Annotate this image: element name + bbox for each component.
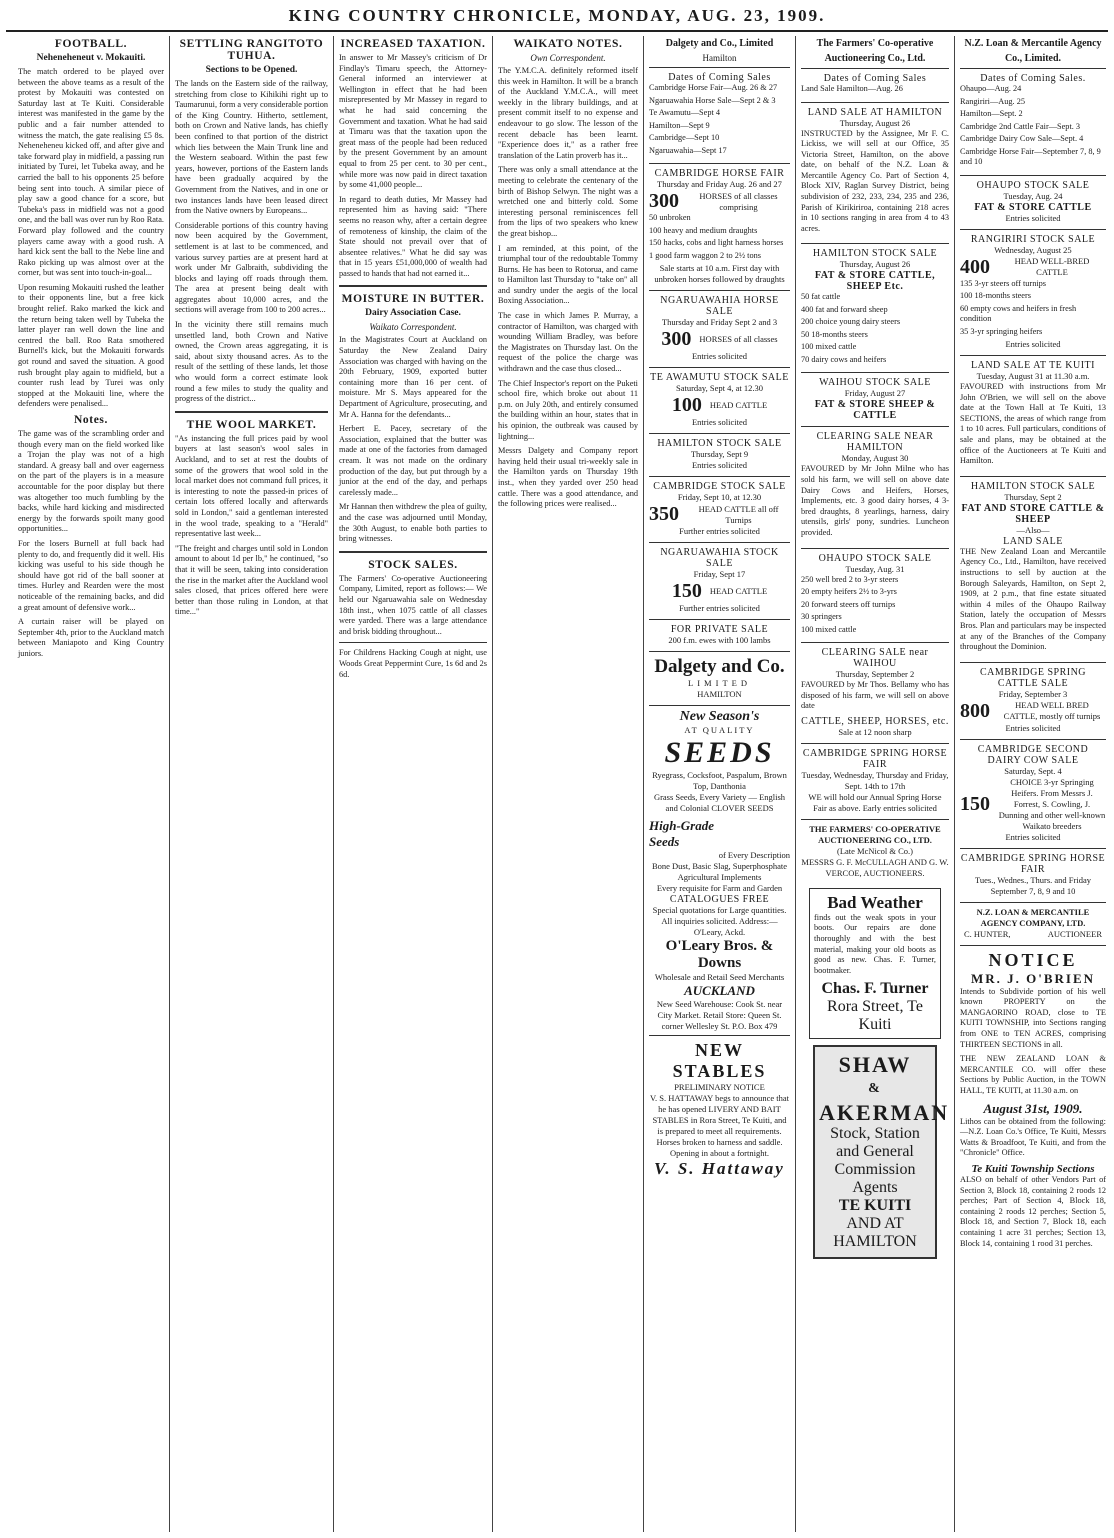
column-farmers-ads xyxy=(797,36,953,1532)
ad-item: HEAD CATTLE xyxy=(709,586,768,596)
ad-body: FAVOURED with instructions from Mr John O'Brien, we will sell on the above date at the Town Hall at Te Kuiti, 13 SECTIONS, the areas of which range from 1 to 10 acres. Full particulars, conditions of sale and plans, may be obtained at the office of the Auctioneers at Te Kuiti and Hamilton. xyxy=(960,382,1106,466)
notice-sections-heading: Te Kuiti Township Sections xyxy=(971,1163,1095,1175)
ad-date: Thursday and Friday Aug. 26 and 27 xyxy=(657,179,782,189)
advertiser-name: The Farmers' Co-operative xyxy=(816,38,934,49)
column-rule xyxy=(333,36,334,1532)
ad-list-item: 1 good farm waggon 2 to 2½ tons xyxy=(649,250,761,260)
ad-rangiriri-stock-sale xyxy=(960,229,1106,356)
notice-sale-date: August 31st, 1909. xyxy=(983,1100,1083,1116)
ad-note: Entries solicited xyxy=(691,351,747,361)
ad-note: Entries solicited xyxy=(1005,831,1061,842)
ad-note: Sale at 12 noon sharp xyxy=(838,726,912,737)
article-heading: SETTLING RANGITOTO TUHUA. xyxy=(179,38,324,62)
ad-date: Tuesday, Aug. 31 xyxy=(845,563,905,574)
ad-title: TE AWAMUTU STOCK SALE xyxy=(650,372,789,383)
ad-count: 300 xyxy=(661,328,692,350)
notice-name: MR. J. O'BRIEN xyxy=(970,970,1096,986)
ad-list-item: 70 dairy cows and heifers xyxy=(801,354,887,364)
nzloan-signature xyxy=(960,902,1106,945)
article-paragraph: The case in which James P. Murray, a contractor of Hamilton, was charged with wounding William Bradley, was before the Magistrates on Thursday last. On the request of the police the charge was withdrawn and the case thus closed... xyxy=(498,311,638,374)
ad-title: RANGIRIRI STOCK SALE xyxy=(970,233,1096,245)
ad-date: Thursday, August 26 xyxy=(839,259,911,270)
stables-headline: NEW STABLES xyxy=(672,1040,767,1081)
ad-date: Friday, August 27 xyxy=(844,388,906,399)
seeds-headline: SEEDS xyxy=(664,736,775,769)
ad-te-awamutu-stock-sale xyxy=(649,367,790,433)
masthead-rule xyxy=(6,30,1108,32)
correspondent-line: Own Correspondent. xyxy=(530,53,606,63)
article-heading: STOCK SALES. xyxy=(368,558,458,571)
ad-date: Thursday, September 2 xyxy=(835,669,915,680)
ad-cambridge-horse-fair xyxy=(649,163,790,290)
notice-body: Intends to Subdivide portion of his well known PROPERTY on the MANGAORINO ROAD, close to TE KUITI TOWNSHIP, into Sections ranging from ONE to TEN ACRES, comprising THIRTEEN SECTIONS in all. xyxy=(960,986,1106,1049)
ad-title: NGARUAWAHIA STOCK SALE xyxy=(660,547,779,569)
divider xyxy=(339,551,487,553)
notice-headline: NOTICE xyxy=(988,949,1078,970)
ad-list-item: 100 mixed cattle xyxy=(801,624,857,634)
ad-count: 150 xyxy=(671,580,702,602)
shaw-subtitle: Stock, Station and General Commission Agents xyxy=(830,1125,920,1197)
ad-cambridge-stock-sale xyxy=(649,476,790,542)
ad-date: Monday, August 30 xyxy=(841,453,909,464)
article-paragraph: The Farmers' Co-operative Auctioneering Company, Limited, report as follows:— We held our Ngaruawahia sale on Wednesday 18th inst., when 1075 cattle of all classes were yarded. There was a large attendance and brisk bidding throughout... xyxy=(339,573,487,636)
firm-late: (Late McNicol & Co.) xyxy=(836,845,913,856)
sale-date-item: Cambridge—Sept 10 xyxy=(649,133,720,142)
ad-bad-weather xyxy=(809,888,941,1040)
ad-ohaupo-stock-sale xyxy=(960,175,1106,229)
article-heading: FOOTBALL. xyxy=(54,38,128,50)
ad-shaw-akerman xyxy=(813,1045,950,1259)
shaw-name: SHAW xyxy=(838,1052,912,1078)
ad-date: Friday, Sept 17 xyxy=(693,569,746,579)
ad-item: HEAD WELL BRED CATTLE, mostly off turnips xyxy=(1003,700,1101,722)
ad-title: LAND SALE AT HAMILTON xyxy=(807,106,943,118)
advertiser-name: Dalgety and Co., Limited xyxy=(665,38,774,49)
oleary-city: AUCKLAND xyxy=(684,983,755,998)
farmers-signature xyxy=(801,819,949,884)
ad-cambridge-spring-horse-fair xyxy=(960,848,1106,902)
article-paragraph: For the losers Burnell at full back had plenty to do, and frequently did it well. His kicking was useful to his side though he should have got rid of the ball sooner at times. Hurley and Rearden were the most noticeable of the remaining backs, and did a great amount of defensive work... xyxy=(18,538,164,612)
advert-peppermint-cure: For Childrens Hacking Cough at night, use Woods Great Peppermint Cure, 1s 6d and 2s 6d. xyxy=(339,648,487,679)
ad-ngaruawahia-horse-sale xyxy=(649,290,790,367)
sale-date-item: Cambridge Dairy Cow Sale—Sept. 4 xyxy=(960,134,1084,143)
bone-dust: Bone Dust, Basic Slag, Superphosphate xyxy=(651,861,788,871)
sale-date-item: Cambridge Horse Fair—September 7, 8, 9 and 10 xyxy=(960,146,1101,166)
sale-date-item: Land Sale Hamilton—Aug. 26 xyxy=(801,84,903,93)
ad-list-item: 100 heavy and medium draughts xyxy=(649,225,758,235)
notice-sections-body: ALSO on behalf of other Vendors Part of Section 3, Block 18, containing 2 roods 12 perches; Part of Section 4, Block 18, containing 2 roods 12 perches; Section 5, Block 18, and Section 7, Block 18, each containing 1 acre 31 perches; Section 13, Block 14, containing 1 rood 31 perches. xyxy=(960,1175,1106,1248)
ad-note: Entries solicited xyxy=(1005,212,1061,223)
ad-date: Tuesday, Wednesday, Thursday and Friday, Sept. 14th to 17th xyxy=(801,769,949,791)
column-taxation xyxy=(335,36,491,1532)
ad-note: Further entries solicited xyxy=(679,603,760,613)
ad-list-item: 100 mixed cattle xyxy=(801,342,857,352)
ad-count: 150 xyxy=(960,792,990,815)
dates-of-sales xyxy=(960,68,1106,175)
ad-date: Thursday, Sept 9 xyxy=(690,449,749,459)
ad-body: FAVOURED by Mr John Milne who has sold his farm, we will sell on above date Dairy Cows and Heifers, Horses, Implements, etc. 3 good dairy horses, 4 3-bred draughts, 8 yearlings, harness, dairy utensils, girls' pony, sundries. Luncheon provided. xyxy=(801,464,949,537)
ad-title: OHAUPO STOCK SALE xyxy=(818,552,932,564)
article-paragraph: In the vicinity there still remains much unsettled land, both Crown and Native owned, the Crown areas aggregating, it is said, about sixty thousand acres. As to the result of the settling of these lands, let those who would form a correct estimate look round a few miles to study the quality and progress of the district... xyxy=(175,320,328,404)
stables-text: V. S. HATTAWAY begs to announce that he has opened LIVERY AND BAIT STABLES in Rora Street, Te Kuiti, and is prepared to meet all requirements. Horses broken to harness and saddle. Opening in about a fortnight. xyxy=(649,1093,790,1158)
firm-ltd: LIMITED xyxy=(688,678,751,688)
article-heading: THE WOOL MARKET. xyxy=(186,418,317,431)
ad-count: 350 xyxy=(649,503,679,525)
ad-title: Dates of Coming Sales. xyxy=(980,73,1086,84)
ad-list-item: 250 well bred 2 to 3-yr steers xyxy=(801,574,899,584)
ad-item: CHOICE 3-yr Springing Heifers. From Messrs J. Forrest, S. Cowling, J. Dunning and other well-known Waikato breeders xyxy=(998,776,1106,831)
advertiser-name-2: Co., Limited. xyxy=(1004,53,1062,64)
ad-title: CAMBRIDGE SECOND DAIRY COW SALE xyxy=(977,743,1089,766)
auctioneer-name: C. HUNTER, xyxy=(964,928,1011,939)
ad-hamilton-stock-sale xyxy=(801,243,949,372)
column-football xyxy=(14,36,168,1532)
ad-clearing-sale-hamilton xyxy=(801,426,949,547)
ad-body: THE New Zealand Loan and Mercantile Agency Co., Ltd., Hamilton, have received instructions to sell by auction at the Borough Saleyards, Hamilton, on Sept 2, 1909, at 2 p.m., that fine estate situated within 4 miles of the Ohaupo Railway Station, lately the occupation of Messrs Bros. Plan and particulars may be inspected at any of the Branches of the Company throughout the Dominion. xyxy=(960,546,1106,652)
sale-date-item: Rangiriri—Aug. 25 xyxy=(960,96,1025,106)
sale-date-item: Te Awamutu—Sept 4 xyxy=(649,108,721,117)
ad-body: INSTRUCTED by the Assignee, Mr F. C. Lickiss, we will sell at our Office, 35 Victoria Street, Hamilton, on the above date, on behalf of the N.Z. Loan & Mercantile Agency Co. Part of Section 4, Block XIV, Raglan Survey District, being subdivision of 232, 233, 234, 235 and 236, Parish of Kirikiriroa, containing 218 acres in 10 sections ranging in area from 4 to 43 acres. xyxy=(801,128,949,233)
column-waikato-notes xyxy=(494,36,642,1532)
akerman-name: AKERMAN xyxy=(819,1100,950,1126)
article-paragraph: A curtain raiser will be played on September 4th, prior to the Auckland match between Maniapoto and King Country juniors. xyxy=(18,617,164,658)
article-paragraph: In regard to death duties, Mr Massey had represented him as having said: "There seems no reason why, after a certain degree of remoteness of kinship, the claim of the State should not prevail over that of absentee relatives." What he did say was that in 15 years £51,000,000 of wealth had passed to hands that had not earned it... xyxy=(339,194,487,278)
column-nzloan-ads xyxy=(956,36,1110,1532)
ad-count: 800 xyxy=(960,699,990,722)
article-subheading: Dairy Association Case. xyxy=(365,308,461,319)
article-paragraph: "The freight and charges until sold in London amount to about 1d per lb," he continued, "so that it will be seen, taking into consideration the rise in the market after the Auckland wool sales closed, that prices offered here were better than those ruling in London, at that time..." xyxy=(175,543,328,617)
seeds-list: Ryegrass, Cocksfoot, Paspalum, Brown Top, Danthonia xyxy=(652,770,787,791)
implements: Agricultural Implements xyxy=(677,872,762,882)
correspondent-line: Waikato Correspondent. xyxy=(369,322,457,333)
ad-head: FAT & STORE CATTLE, SHEEP Etc. xyxy=(814,270,936,293)
ad-title: WAIHOU STOCK SALE xyxy=(819,377,931,389)
dalgety-signature xyxy=(649,651,790,705)
ad-list-item: 60 empty cows and heifers in fresh condition xyxy=(960,303,1077,323)
ad-item: HEAD CATTLE all off Turnips xyxy=(698,503,779,525)
firm-auctioneers: MESSRS G. F. McCULLAGH AND G. W. VERCOE, AUCTIONEERS. xyxy=(801,856,949,878)
ad-ngaruawahia-stock-sale xyxy=(649,542,790,619)
ad-head: CATTLE, SHEEP, HORSES, etc. xyxy=(801,715,949,727)
turner-name: Chas. F. Turner xyxy=(821,980,929,998)
ad-title: HAMILTON STOCK SALE xyxy=(970,480,1096,492)
divider xyxy=(339,642,487,643)
ad-list-item: 35 3-yr springing heifers xyxy=(960,326,1043,336)
stables-signature: V. S. Hattaway xyxy=(654,1159,785,1178)
column-rule xyxy=(643,36,644,1532)
ad-date: Saturday, Sept. 4 xyxy=(1004,765,1062,776)
ad-count: 400 xyxy=(960,255,990,278)
requisite: Every requisite for Farm and Garden xyxy=(656,883,783,893)
ad-cambridge-spring-cattle-sale xyxy=(960,662,1106,739)
ad-item: HORSES of all classes comprising xyxy=(699,190,778,212)
article-paragraph: In answer to Mr Massey's criticism of Dr Findlay's Timaru speech, the Attorney-General informed an interviewer at Wellington in effect that he had been misrepresented by Mr Massey in regard to what he had said concerning the Government and taxation. What he had said at Timaru was that the taxation upon the great mass of the people had been reduced by the present Government by an amount equal to from 25 per cent. to 30 per cent., while more was now paid in direct taxation by some 41,000 people... xyxy=(339,53,487,190)
ad-list-item: 50 fat cattle xyxy=(801,292,841,302)
weather-body: finds out the weak spots in your boots. Our repairs are done thoroughly and with the best material, making your old boots as good as new. Chas. F. Turner, bootmaker. xyxy=(814,912,936,975)
turner-address: Rora Street, Te Kuiti xyxy=(827,998,923,1034)
article-heading: MOISTURE IN BUTTER. xyxy=(341,293,485,306)
ad-date: Thursday, August 26 xyxy=(839,117,911,128)
ad-title: CLEARING SALE NEAR HAMILTON xyxy=(816,431,934,454)
ad-cambridge-dairy-cow-sale xyxy=(960,739,1106,848)
ad-date: Tuesday, Aug. 24 xyxy=(1003,190,1063,201)
ad-note: Entries solicited xyxy=(1005,339,1061,349)
seeds-intro: New Season's xyxy=(679,709,760,724)
article-paragraph: There was only a small attendance at the meeting to celebrate the centenary of the birth of Bishop Selwyn. The night was a wretched one and bitterly cold. Some interesting personal reminiscences fell from the lips of two speakers who knew the great bishop... xyxy=(498,165,638,238)
ad-head: FAT & STORE SHEEP & CATTLE xyxy=(814,399,936,422)
seeds-quality: AT QUALITY xyxy=(684,725,755,735)
ad-list-item: 400 fat and forward sheep xyxy=(801,304,888,314)
ad-title: Dates of Coming Sales xyxy=(823,73,927,84)
ad-note: Further entries solicited xyxy=(679,526,760,536)
ad-list-item: 135 3-yr steers off turnips xyxy=(960,278,1047,288)
seeds-clover: Grass Seeds, Every Variety — English and Colonial CLOVER SEEDS xyxy=(653,792,786,813)
article-paragraph: "As instancing the full prices paid by wool buyers at last season's wool sales in Auckland, and to set at rest the doubts of some of the growers that wool sold in the local market does not command full prices, it is interesting to note the passed-in prices of certain lots offered locally and afterwards sold in London," said a gentleman interested in the wool trade, speaking to a "Herald" representative last week... xyxy=(175,433,328,539)
ad-item: 200 f.m. ewes with 100 lambs xyxy=(668,635,771,645)
ad-date: Friday, Sept 10, at 12.30 xyxy=(677,492,762,502)
ad-item: HEAD WELL-BRED CATTLE xyxy=(1014,256,1090,277)
high-grade: High-Grade xyxy=(649,818,714,833)
divider xyxy=(175,411,328,413)
article-subheading: Neheneheneut v. Mokauiti. xyxy=(36,53,146,63)
firm-name: THE FARMERS' CO-OPERATIVE AUCTIONEERING CO., LTD. xyxy=(809,823,941,845)
ad-note: Entries solicited xyxy=(1005,722,1061,733)
sale-date-item: Hamilton—Sept. 2 xyxy=(960,109,1023,118)
ad-notice-obrien xyxy=(960,945,1106,1258)
ad-ohaupo-stock-sale xyxy=(801,548,949,643)
ad-title: HAMILTON STOCK SALE xyxy=(812,248,938,260)
ad-count: 300 xyxy=(649,190,679,212)
ad-date: Friday, September 3 xyxy=(998,688,1068,699)
article-paragraph: The game was of the scrambling order and though every man on the field worked like a Trojan the play was not of a high standard. A greasy ball and over eagerness on the part of the players is in a measure accountable for the poor display but there was altogether too much fumbling by the backs, while hard kicking and misdirected energy by the forwards spoilt many good opportunities... xyxy=(18,429,164,534)
ad-date: Thursday and Friday Sept 2 and 3 xyxy=(661,317,778,327)
ad-item: HORSES of all classes xyxy=(699,334,778,344)
every-description: of Every Description xyxy=(718,850,790,860)
sale-date-item: Cambridge 2nd Cattle Fair—Sept. 3 xyxy=(960,121,1081,131)
shaw-ampersand: & xyxy=(868,1081,882,1097)
ad-list-item: 200 choice young dairy steers xyxy=(801,317,901,327)
ad-title: CAMBRIDGE SPRING CATTLE SALE xyxy=(979,666,1087,689)
ad-note: Entries solicited xyxy=(691,417,747,427)
ad-title: NGARUAWAHIA HORSE SALE xyxy=(660,295,779,317)
ad-title: LAND SALE xyxy=(1003,535,1063,547)
advertiser-name: N.Z. Loan & Mercantile Agency xyxy=(964,38,1102,49)
sale-date-item: Ngaruawahia Horse Sale—Sept 2 & 3 xyxy=(649,95,776,105)
firm-name: Dalgety and Co. xyxy=(654,656,785,677)
ad-waihou-stock-sale xyxy=(801,372,949,426)
ad-date: Tues., Wednes., Thurs. and Friday September 7, 8, 9 and 10 xyxy=(974,874,1092,896)
ad-body: FAVOURED by Mr Thos. Bellamy who has disposed of his farm, we will sell on above date xyxy=(801,680,949,711)
dates-of-sales xyxy=(801,68,949,102)
masthead: KING COUNTRY CHRONICLE, MONDAY, AUG. 23, 1909. xyxy=(288,6,826,25)
ad-cambridge-spring-horse-fair xyxy=(801,743,949,819)
ad-date: Thursday, Sept 2 xyxy=(1004,491,1062,502)
firm-name: N.Z. LOAN & MERCANTILE AGENCY COMPANY, LTD. xyxy=(976,906,1090,928)
ad-title: CAMBRIDGE SPRING HORSE FAIR xyxy=(960,852,1106,875)
special-quotations: Special quotations for Large quantities. All inquiries solicited. Address:— O'Leary, Ackd. xyxy=(652,905,787,937)
ad-list-item: 50 18-months steers xyxy=(801,329,868,339)
catalogues-free: CATALOGUES FREE xyxy=(669,894,770,905)
article-heading: WAIKATO NOTES. xyxy=(513,38,623,50)
high-grade-seeds: Seeds xyxy=(649,834,680,849)
ad-title: OHAUPO STOCK SALE xyxy=(976,179,1090,191)
article-paragraph: Mr Hannan then withdrew the plea of guilty, and the case was adjourned until Monday, the 30th August, to enable both parties to bring witnesses. xyxy=(339,502,487,544)
stables-prelim: PRELIMINARY NOTICE xyxy=(674,1082,765,1092)
ad-private-sale xyxy=(649,619,790,651)
ad-hamilton-stock-sale xyxy=(960,476,1106,662)
column-rule xyxy=(954,36,955,1532)
ad-list-item: 50 unbroken xyxy=(649,213,691,222)
advertiser-name-2: Auctioneering Co., Ltd. xyxy=(824,53,926,64)
ad-title: CLEARING SALE near WAIHOU xyxy=(821,647,929,670)
ad-list-item: 20 empty heifers 2½ to 3-yrs xyxy=(801,587,897,597)
ad-head: FAT AND STORE CATTLE & SHEEP xyxy=(961,502,1105,525)
ad-list-item: 100 18-months steers xyxy=(960,291,1031,300)
sale-date-item: Cambridge Horse Fair—Aug. 26 & 27 xyxy=(649,83,778,92)
notice-body-2: THE NEW ZEALAND LOAN & MERCANTILE CO. will offer these Sections by Public Auction, in the TOWN HALL, TE KUITI, at 11.30 a.m. on xyxy=(960,1054,1106,1096)
article-paragraph: Messrs Dalgety and Company report having held their usual tri-weekly sale in the Hamilton yards on Thursday 19th inst., when they yarded over 250 head cattle. There was a good attendance, and the following prices were realised... xyxy=(498,446,638,509)
article-paragraph: In the Magistrates Court at Auckland on Saturday the New Zealand Dairy Association was charged with having on the 20th February, 1909, exported butter containing more than 16 per cent. of moisture. Mr S. Mays appeared for the Department of Agriculture, prosecuting, and Mr A. Hanna for the defendants... xyxy=(339,335,487,419)
ad-new-stables xyxy=(649,1035,790,1184)
ad-clearing-sale-waihou xyxy=(801,642,949,743)
ad-date: Wednesday, August 25 xyxy=(994,244,1072,255)
shaw-place-2: AND AT HAMILTON xyxy=(833,1215,917,1251)
ad-item: HEAD CATTLE xyxy=(709,400,768,410)
column-rule xyxy=(169,36,170,1532)
article-paragraph: Herbert E. Pacey, secretary of the Association, explained that the butter was made at one of the factories from damaged cream. It was not made on the ordinary production of the day, but put through by a junior at the end of the day, and perhaps carelessly made... xyxy=(339,424,487,497)
shaw-place: TE KUITI xyxy=(838,1197,912,1215)
article-paragraph: The Y.M.C.A. definitely reformed itself this week in Hamilton. It will be a branch of the Auckland Y.M.C.A., will meet weekly in the library buildings, and at present commit itself to no expense and endeavour to go slow. The lesson of the recent debacle has been learnt. "Experience does it," as a rather free translation of the Latin proverb has it... xyxy=(498,66,638,160)
oleary-address: New Seed Warehouse: Cook St. near City Market. Retail Store: Queen St. corner Wellesley St. P.O. Box 479 xyxy=(656,999,783,1031)
auctioneer-role: AUCTIONEER xyxy=(1047,928,1102,939)
ad-title: CAMBRIDGE HORSE FAIR xyxy=(654,168,785,179)
ad-list-item: 20 forward steers off turnips xyxy=(801,599,896,609)
column-settling xyxy=(171,36,332,1532)
notes-heading: Notes. xyxy=(74,414,108,426)
article-subheading: Sections to be Opened. xyxy=(205,65,298,75)
column-dalgety-ads xyxy=(645,36,794,1532)
column-rule xyxy=(492,36,493,1532)
article-paragraph: The lands on the Eastern side of the railway, stretching from close to Kihikihi right up to Taumarunui, form a very considerable portion of the King Country. Hitherto, settlement, both on Crown and Native lands, has chiefly been confined to that portion of the district which lies between the Main Trunk line and the Western seaboard. Within the past few years, however, portions of the Eastern lands have been gradually acquired by the Government from the Natives, and in one or two instances lands have been leased direct from the Native owners by Europeans... xyxy=(175,79,328,216)
notice-lithos: Lithos can be obtained from the following:—N.Z. Loan Co.'s Office, Te Kuiti, Messrs Watts & Broadfoot, Te Kuiti, and from the "Chronicle" Office. xyxy=(960,1116,1106,1158)
firm-place: HAMILTON xyxy=(697,689,742,699)
ad-count: 100 xyxy=(671,394,702,416)
article-paragraph: Upon resuming Mokauiti rushed the leather to their opponents line, but a free kick brought relief. Rako marked the kick and the return being taken well by Tubeka the latter player ran well down the line and centred the ball. Roo Rata smothered Burnell's kick, but the Mokauiti forwards got round and saved the situation. A good rush brought play again to midfield, but a counter rush lead by Turei was only stopped at the Mokauiti line, where the defenders were penalised... xyxy=(18,282,164,409)
ad-title: LAND SALE AT TE KUITI xyxy=(970,360,1095,371)
sale-date-item: Ohaupo—Aug. 24 xyxy=(960,84,1022,93)
ad-title: FOR PRIVATE SALE xyxy=(670,624,769,635)
article-paragraph: I am reminded, at this point, of the triumphal tour of the redoubtable Tommy Burns. He has been to Rotorua, and came to Hamilton last Thursday to "take on" all and sundry under the aegis of the local Boxing Association... xyxy=(498,243,638,306)
oleary-sub: Wholesale and Retail Seed Merchants xyxy=(654,972,785,982)
article-paragraph: The match ordered to be played over between the above teams as a result of the protest by Mokauiti was contested on Saturday last at Te Kuiti. Considerable interest was manifested in the game by the public and a fair number attended to witness the match, the gate realising £5 8s. Neheneheneu kicked off, and after give and take forward play in midfield, a passing run initiated by Turei, let Tubeka away, and he carried the ball to his opponents 25 before being sent into touch. A similar piece of play saw a good chance for a score, but Tubeka's pass in midfield was not a good one, and the ball was over run by Roo Rata. Forward play followed and the country players came away with a good rush. A hard kick sent the ball to the Nebe line and Rako picking up was almost over at the corner, but was sent into touch-in-goal... xyxy=(18,67,164,278)
ad-title: Dates of Coming Sales xyxy=(668,72,771,83)
ad-head: FAT & STORE CATTLE xyxy=(974,201,1092,213)
article-paragraph: The Chief Inspector's report on the Puketi school fire, which broke out about 11 p.m. on July 20th, and entirely consumed the building within an hour, states that in his opinion, the outbreak was caused by lightning... xyxy=(498,378,638,441)
ad-title: CAMBRIDGE STOCK SALE xyxy=(653,481,786,492)
article-paragraph: Considerable portions of this country having now been acquired by the Government, settlement is at last to be commenced, and various survey parties are at present hard at work under Mr Galbraith, subdividing the blocks and laying off roads through them. The area at present being dealt with aggregates about 10,000 acres, and the sections will average from 100 to 200 acres... xyxy=(175,220,328,315)
advertiser-place: Hamilton xyxy=(702,53,737,63)
ad-note: Sale starts at 10 a.m. First day with unbroken horses followed by draughts xyxy=(654,263,785,284)
ad-title: HAMILTON STOCK SALE xyxy=(657,438,782,449)
ad-note: Entries solicited xyxy=(691,460,747,470)
oleary-firm: O'Leary Bros. & Downs xyxy=(665,938,774,971)
sale-date-item: Ngaruawahia—Sept 17 xyxy=(649,145,727,155)
ad-also: —Also— xyxy=(1016,524,1050,535)
ad-hamilton-stock-sale xyxy=(649,433,790,476)
ad-title: CAMBRIDGE SPRING HORSE FAIR xyxy=(802,747,948,770)
column-rule xyxy=(795,36,796,1532)
ad-date: Saturday, Sept 4, at 12.30 xyxy=(675,383,764,393)
weather-headline: Bad Weather xyxy=(827,892,923,912)
ad-list-item: 30 springers xyxy=(801,612,842,622)
ad-date: Tuesday, August 31 at 11.30 a.m. xyxy=(976,371,1090,381)
divider xyxy=(339,285,487,287)
ad-land-sale-te-kuiti xyxy=(960,355,1106,476)
ad-body: WE will hold our Annual Spring Horse Fair as above. Early entries solicited xyxy=(808,791,942,813)
dates-of-sales xyxy=(649,67,790,163)
sale-date-item: Hamilton—Sept 9 xyxy=(649,120,710,130)
article-heading: INCREASED TAXATION. xyxy=(340,38,486,50)
ad-seeds xyxy=(649,705,790,1035)
ad-land-sale-hamilton xyxy=(801,102,949,244)
ad-list-item: 150 hacks, cobs and light harness horses xyxy=(649,238,784,247)
